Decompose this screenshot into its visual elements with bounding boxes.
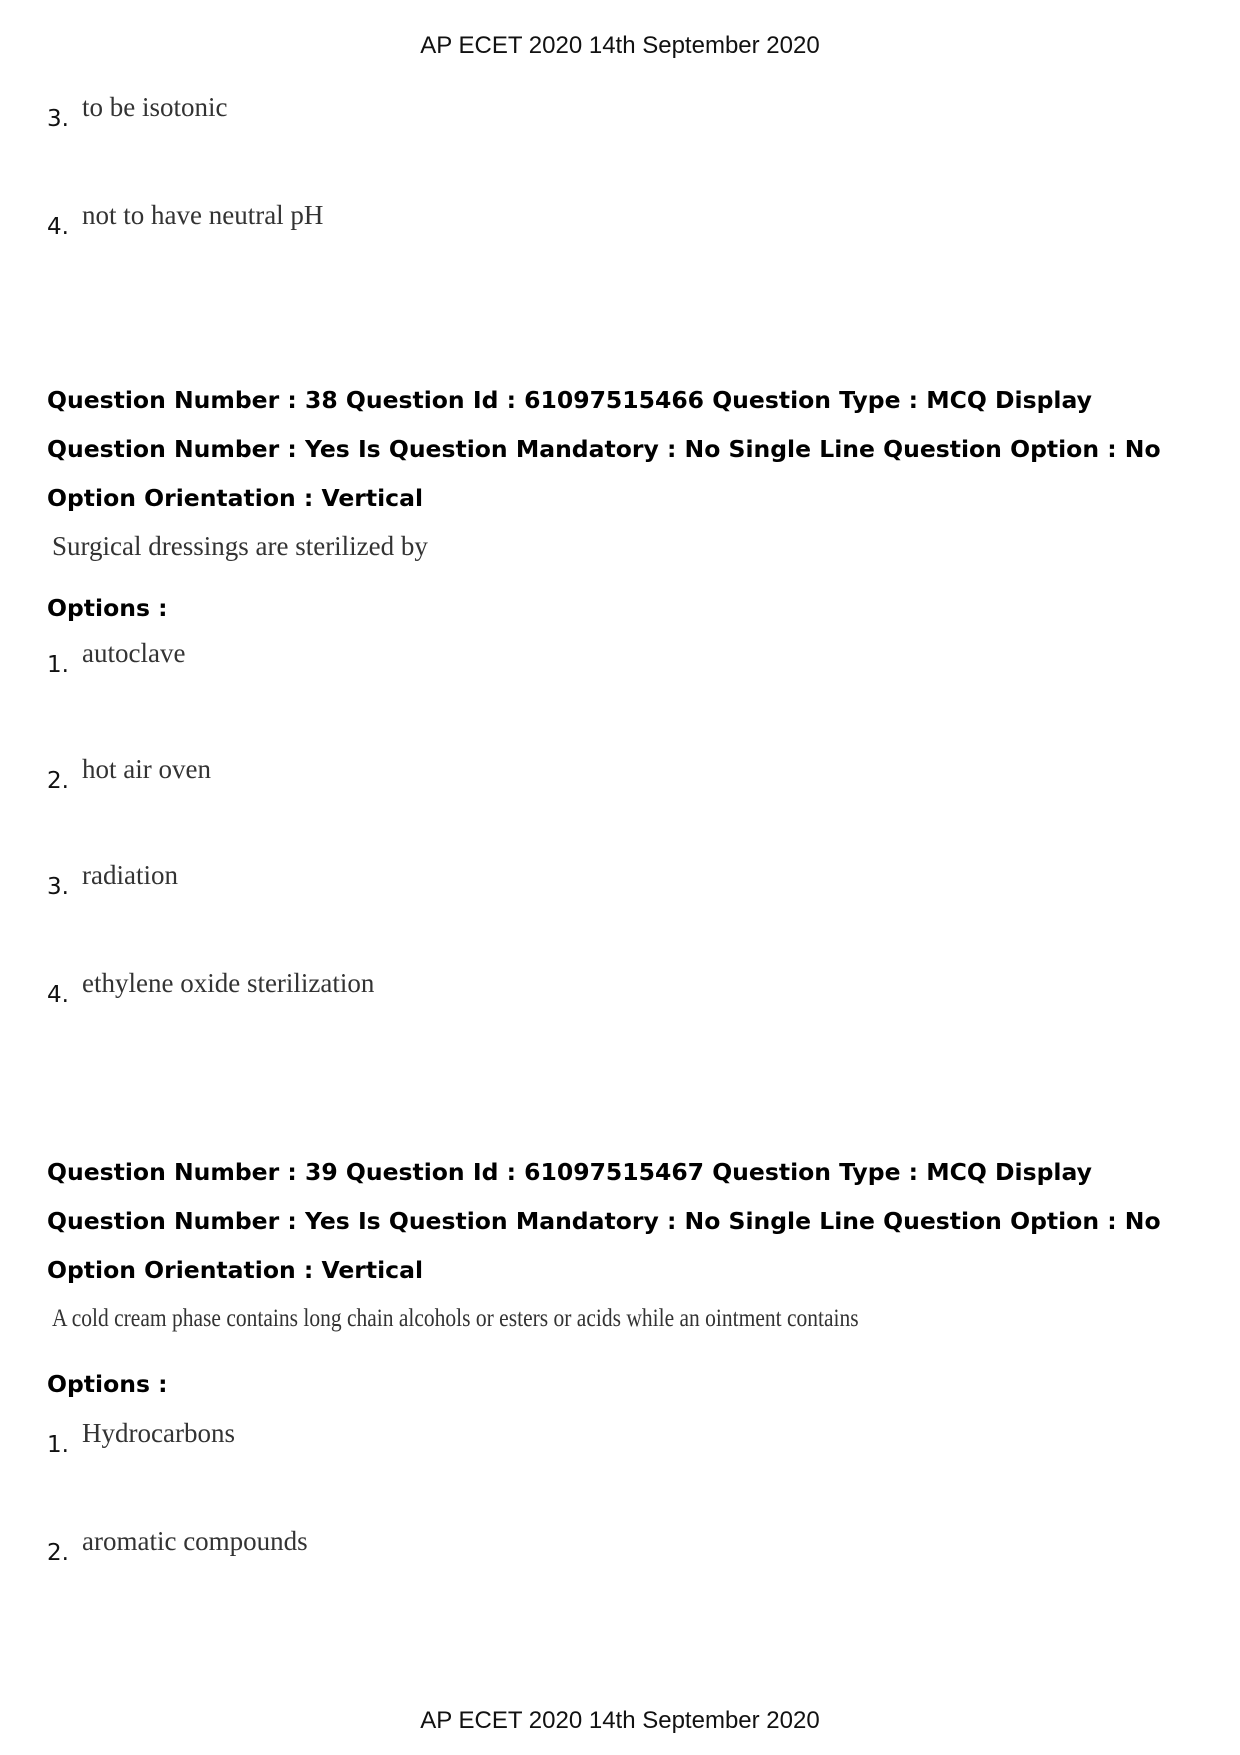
question-header: Question Number : 38 Question Id : 61097515466 Question Type : MCQ Display Question Number : Yes Is Question Mandatory : No Single Line Question Option : No Option Orientation : Vertical — [47, 386, 1161, 512]
page-header: AP ECET 2020 14th September 2020 — [420, 32, 820, 59]
question-header: Question Number : 39 Question Id : 61097515467 Question Type : MCQ Display Question Number : Yes Is Question Mandatory : No Single Line Question Option : No Option Orientation : Vertical — [47, 1158, 1161, 1284]
option-number: 2. — [47, 768, 69, 794]
option-number: 1. — [47, 652, 69, 678]
option-number: 1. — [47, 1432, 69, 1458]
option-text: to be isotonic — [82, 92, 228, 122]
option-text: ethylene oxide sterilization — [82, 968, 375, 998]
option-text: autoclave — [82, 638, 186, 668]
option-text: aromatic compounds — [82, 1526, 308, 1556]
option-text: hot air oven — [82, 754, 211, 784]
option-text: Hydrocarbons — [82, 1418, 235, 1448]
option-number: 2. — [47, 1540, 69, 1566]
option-text: not to have neutral pH — [82, 200, 324, 230]
options-label: Options : — [47, 594, 168, 622]
page-footer: AP ECET 2020 14th September 2020 — [420, 1707, 820, 1734]
option-number: 4. — [47, 214, 69, 240]
question-text: Surgical dressings are sterilized by — [52, 531, 428, 561]
question-text: A cold cream phase contains long chain alcohols or esters or acids while an ointment contains — [52, 1305, 859, 1332]
option-number: 4. — [47, 982, 69, 1008]
options-label: Options : — [47, 1370, 168, 1398]
option-number: 3. — [47, 874, 69, 900]
option-number: 3. — [47, 106, 69, 132]
option-text: radiation — [82, 860, 178, 890]
